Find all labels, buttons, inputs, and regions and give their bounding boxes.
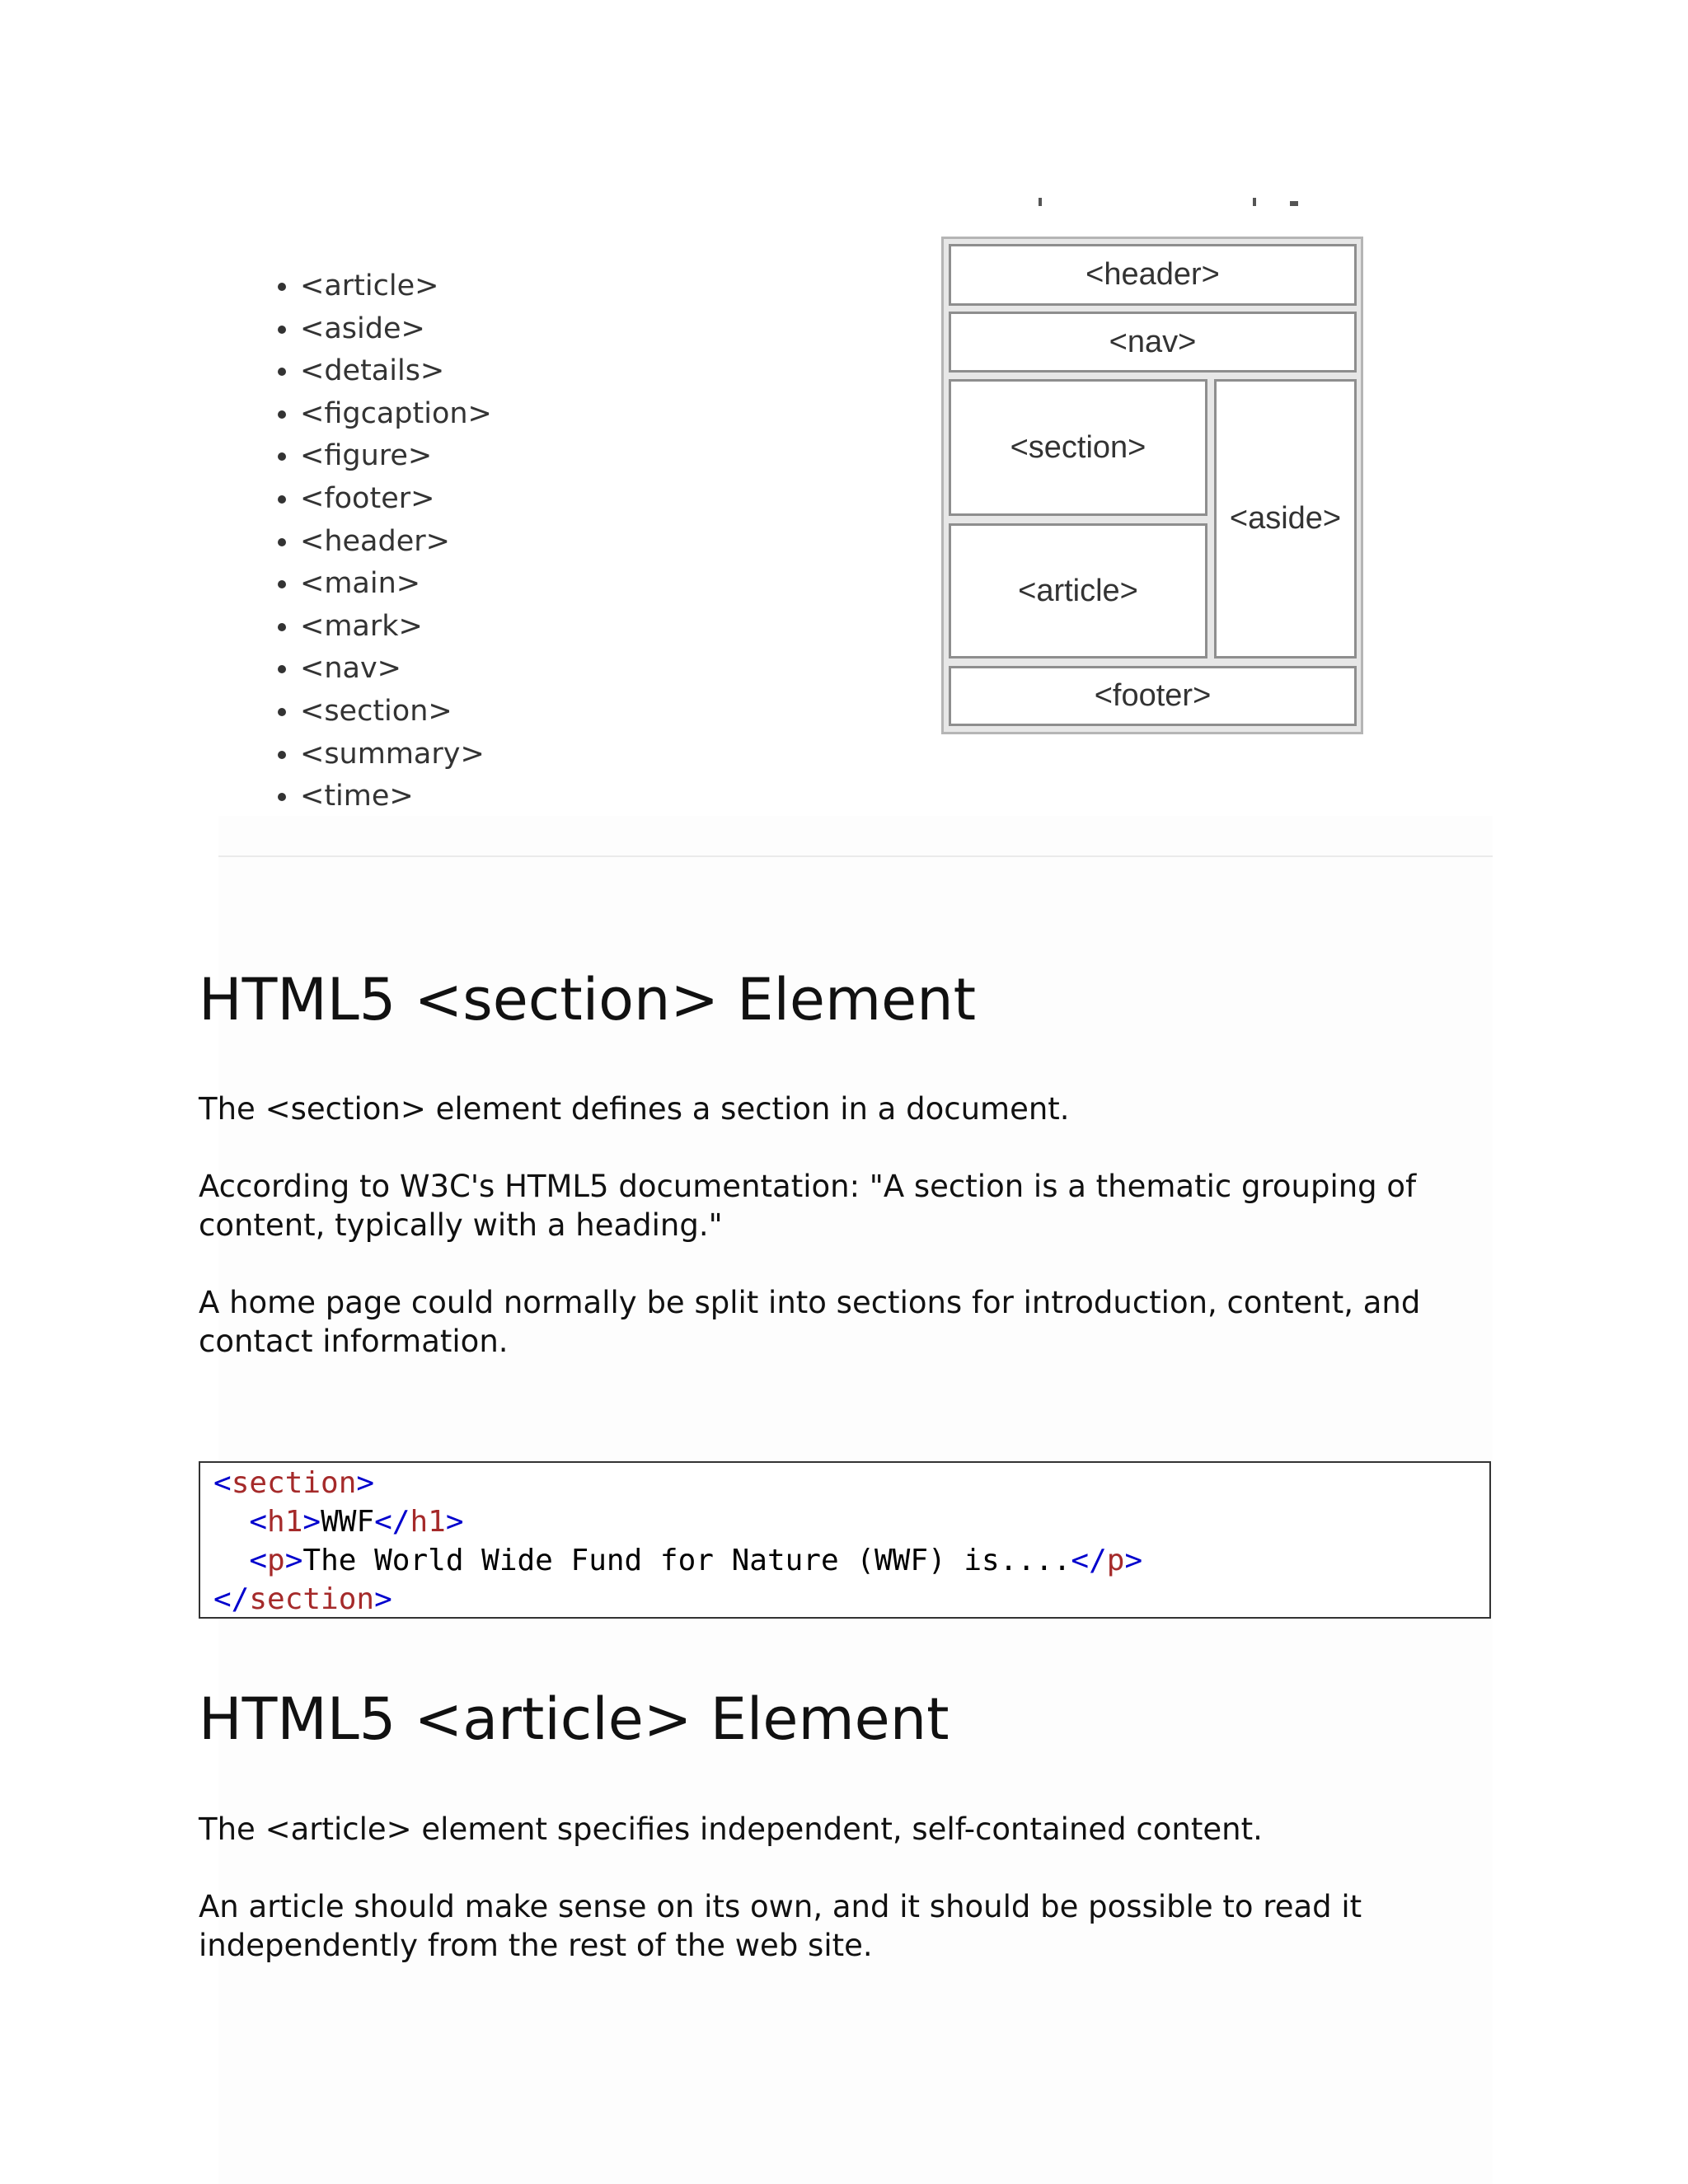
diagram-section-box: <section> (949, 379, 1207, 516)
code-tag: section (231, 1466, 357, 1500)
article-paragraph: An article should make sense on its own, and it should be possible to read it independently from the rest of the web site. (199, 1889, 1362, 1963)
section-paragraph: According to W3C's HTML5 documentation: "A section is a thematic grouping of content, typically with a heading." (199, 1169, 1417, 1243)
code-tag: section (249, 1582, 375, 1616)
code-bracket: </ (213, 1582, 250, 1616)
list-item: • <summary> (300, 733, 492, 776)
code-indent (213, 1544, 249, 1577)
code-bracket: > (374, 1582, 392, 1616)
list-item: • <section> (300, 691, 492, 733)
article-paragraph: The <article> element specifies independent, self-contained content. (199, 1811, 1263, 1847)
code-bracket: < (213, 1466, 232, 1500)
diagram-article-box: <article> (949, 523, 1207, 658)
list-item: • <main> (300, 563, 492, 606)
code-tag: h1 (410, 1505, 446, 1539)
divider (218, 855, 1493, 857)
diagram-footer-box: <footer> (949, 666, 1357, 726)
code-bracket: > (445, 1505, 464, 1539)
code-bracket: > (1124, 1544, 1143, 1577)
code-tag: h1 (267, 1505, 303, 1539)
code-bracket: > (302, 1505, 321, 1539)
list-item: • <figure> (300, 435, 492, 478)
code-line (213, 1502, 1489, 1541)
diagram-header-box: <header> (949, 244, 1357, 306)
code-line (213, 1464, 1489, 1502)
list-item: • <article> (300, 265, 492, 308)
code-indent (213, 1505, 249, 1539)
code-bracket: < (249, 1544, 268, 1577)
code-bracket: </ (1071, 1544, 1107, 1577)
list-item: • <details> (300, 350, 492, 393)
list-item: • <figcaption> (300, 393, 492, 436)
code-text: The World Wide Fund for Nature (WWF) is.... (302, 1544, 1071, 1577)
diagram-aside-box: <aside> (1214, 379, 1357, 658)
diagram-nav-box: <nav> (949, 312, 1357, 373)
code-bracket: > (356, 1466, 375, 1500)
code-bracket: > (284, 1544, 303, 1577)
code-tag: p (1106, 1544, 1125, 1577)
list-item: • <mark> (300, 606, 492, 649)
code-line (213, 1541, 1489, 1580)
list-item: • <aside> (300, 308, 492, 351)
code-line (213, 1580, 1489, 1619)
semantic-elements-list (264, 265, 492, 818)
section-heading: HTML5 <section> Element (199, 966, 977, 1033)
list-item: • <footer> (300, 478, 492, 521)
code-bracket: < (249, 1505, 268, 1539)
list-item: • <header> (300, 521, 492, 564)
section-paragraph: A home page could normally be split into sections for introduction, content, and contact information. (199, 1285, 1421, 1359)
article-heading: HTML5 <article> Element (199, 1685, 950, 1753)
code-example (199, 1461, 1491, 1619)
code-tag: p (267, 1544, 285, 1577)
code-text: WWF (321, 1505, 375, 1539)
cut-off-caption (973, 181, 1352, 206)
section-paragraph: The <section> element defines a section in a document. (199, 1091, 1070, 1127)
list-item: • <time> (300, 776, 492, 818)
list-item: • <nav> (300, 648, 492, 691)
page-layout-diagram (941, 237, 1363, 734)
code-bracket: </ (374, 1505, 410, 1539)
